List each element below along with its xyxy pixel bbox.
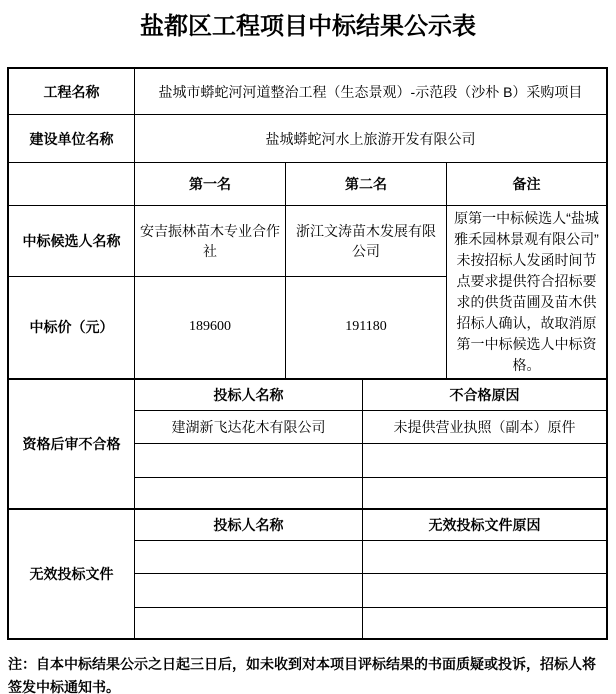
reason-cell [363, 608, 607, 639]
bidder-cell [135, 444, 363, 478]
rank2-header: 第二名 [286, 163, 447, 206]
reason-cell: 未提供营业执照（副本）原件 [363, 411, 607, 444]
post-qualification-table [8, 379, 607, 509]
reason-cell [363, 478, 607, 509]
bidder-cell [135, 608, 363, 639]
owner-label: 建设单位名称 [9, 115, 135, 163]
table-row [9, 69, 607, 115]
bidder-cell: 建湖新飞达花木有限公司 [135, 411, 363, 444]
rank1-candidate-name: 安吉振林苗木专业合作社 [135, 206, 286, 277]
table-row [9, 510, 607, 541]
rank1-price: 189600 [135, 276, 286, 378]
invalid-bids-table [8, 509, 607, 639]
bidder-cell [135, 574, 363, 608]
result-table [7, 67, 608, 640]
remark-cell: 原第一中标候选人“盐城雅禾园林景观有限公司”未按招标人发函时间节点要求提供符合招标要求的供货苗圃及苗木供招标人确认，故取消原第一中标候选人中标资格。 [447, 206, 607, 379]
candidate-name-label: 中标候选人名称 [9, 206, 135, 277]
rank2-price: 191180 [286, 276, 447, 378]
reason-cell [363, 444, 607, 478]
candidates-table [8, 68, 607, 379]
remark-header: 备注 [447, 163, 607, 206]
owner-value: 盐城蟒蛇河水上旅游开发有限公司 [135, 115, 607, 163]
reason-cell [363, 574, 607, 608]
bidder-header: 投标人名称 [135, 380, 363, 411]
page-title: 盐都区工程项目中标结果公示表 [140, 13, 476, 40]
invalid-reason-header: 无效投标文件原因 [363, 510, 607, 541]
price-label: 中标价（元） [9, 276, 135, 378]
footnote: 注：自本中标结果公示之日起三日后，如未收到对本项目评标结果的书面质疑或投诉，招标人将签发中标通知书。 [8, 656, 596, 694]
bidder-cell [135, 478, 363, 509]
bidder-cell [135, 541, 363, 574]
table-row [9, 206, 607, 277]
rank2-candidate-name: 浙江文涛苗木发展有限公司 [286, 206, 447, 277]
project-name-label: 工程名称 [9, 69, 135, 115]
post-qualification-section-label: 资格后审不合格 [9, 380, 135, 509]
table-row [9, 163, 607, 206]
bidder-header: 投标人名称 [135, 510, 363, 541]
project-name-value: 盐城市蟒蛇河河道整治工程（生态景观）-示范段（沙朴 B）采购项目 [135, 69, 607, 115]
reason-header: 不合格原因 [363, 380, 607, 411]
invalid-bids-section-label: 无效投标文件 [9, 510, 135, 639]
reason-cell [363, 541, 607, 574]
table-row [9, 380, 607, 411]
rank1-header: 第一名 [135, 163, 286, 206]
table-row [9, 115, 607, 163]
empty-corner-cell [9, 163, 135, 206]
